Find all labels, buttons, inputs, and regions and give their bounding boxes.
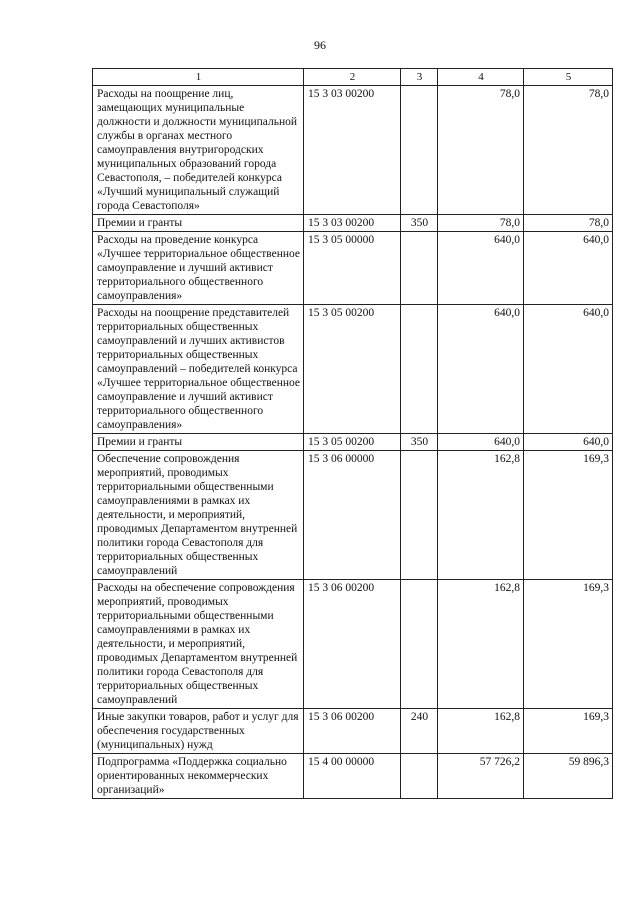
row-name-cell: Расходы на поощрение лиц, замещающих муниципальные должности и должности муниципальной службы в органах местного самоуправления внутригородских муниципальных образований города Севастополя, – победителей конкурса «Лучший муниципальный служащий города Севастополя» — [93, 86, 304, 215]
row-value-cell: 640,0 — [438, 434, 524, 451]
row-type-cell: 350 — [401, 434, 438, 451]
row-value-cell: 162,8 — [438, 709, 524, 754]
row-value-cell: 78,0 — [438, 215, 524, 232]
row-value-cell: 640,0 — [438, 232, 524, 305]
table-row — [93, 86, 613, 215]
table-row — [93, 709, 613, 754]
column-header: 3 — [401, 69, 438, 86]
row-type-cell — [401, 580, 438, 709]
row-name-cell: Премии и гранты — [93, 215, 304, 232]
row-type-cell — [401, 86, 438, 215]
row-value-cell: 169,3 — [524, 709, 613, 754]
table-row — [93, 754, 613, 799]
row-value-cell: 640,0 — [438, 305, 524, 434]
row-code-cell: 15 3 03 00200 — [304, 215, 401, 232]
row-value-cell: 162,8 — [438, 451, 524, 580]
budget-table — [92, 68, 613, 799]
row-value-cell: 78,0 — [438, 86, 524, 215]
row-value-cell: 78,0 — [524, 215, 613, 232]
table-row — [93, 232, 613, 305]
row-value-cell: 640,0 — [524, 232, 613, 305]
table-row — [93, 434, 613, 451]
row-name-cell: Иные закупки товаров, работ и услуг для обеспечения государственных (муниципальных) нужд — [93, 709, 304, 754]
column-header: 1 — [93, 69, 304, 86]
row-value-cell: 640,0 — [524, 305, 613, 434]
column-header: 5 — [524, 69, 613, 86]
row-type-cell — [401, 451, 438, 580]
row-value-cell: 169,3 — [524, 580, 613, 709]
row-code-cell: 15 4 00 00000 — [304, 754, 401, 799]
row-value-cell: 162,8 — [438, 580, 524, 709]
row-code-cell: 15 3 05 00200 — [304, 434, 401, 451]
page-number: 96 — [314, 38, 326, 52]
row-name-cell: Обеспечение сопровождения мероприятий, проводимых территориальными общественными самоуправлениями в рамках их деятельности, и мероприятий, проводимых Департаментом внутренней политики города Севастополя для территориальных общественных самоуправлений — [93, 451, 304, 580]
row-type-cell: 240 — [401, 709, 438, 754]
row-name-cell: Расходы на поощрение представителей территориальных общественных самоуправлений и лучших активистов территориальных общественных самоуправлений – победителей конкурса «Лучшее территориальное общественное самоуправление и лучший активист территориального общественного самоуправления» — [93, 305, 304, 434]
table-row — [93, 215, 613, 232]
row-code-cell: 15 3 05 00200 — [304, 305, 401, 434]
row-value-cell: 78,0 — [524, 86, 613, 215]
row-value-cell: 59 896,3 — [524, 754, 613, 799]
row-type-cell: 350 — [401, 215, 438, 232]
row-code-cell: 15 3 05 00000 — [304, 232, 401, 305]
row-value-cell: 640,0 — [524, 434, 613, 451]
header-row — [93, 69, 613, 86]
row-value-cell: 169,3 — [524, 451, 613, 580]
row-code-cell: 15 3 06 00200 — [304, 580, 401, 709]
table-row — [93, 580, 613, 709]
table-row — [93, 451, 613, 580]
row-code-cell: 15 3 06 00200 — [304, 709, 401, 754]
row-name-cell: Премии и гранты — [93, 434, 304, 451]
row-code-cell: 15 3 03 00200 — [304, 86, 401, 215]
table-row — [93, 305, 613, 434]
row-type-cell — [401, 754, 438, 799]
column-header: 2 — [304, 69, 401, 86]
row-name-cell: Расходы на проведение конкурса «Лучшее территориальное общественное самоуправление и лучший активист территориального общественного самоуправления» — [93, 232, 304, 305]
row-code-cell: 15 3 06 00000 — [304, 451, 401, 580]
row-value-cell: 57 726,2 — [438, 754, 524, 799]
column-header: 4 — [438, 69, 524, 86]
row-type-cell — [401, 232, 438, 305]
row-name-cell: Подпрограмма «Поддержка социально ориентированных некоммерческих организаций» — [93, 754, 304, 799]
row-type-cell — [401, 305, 438, 434]
row-name-cell: Расходы на обеспечение сопровождения мероприятий, проводимых территориальными общественными самоуправлениями в рамках их деятельности, и мероприятий, проводимых Департаментом внутренней политики города Севастополя для территориальных общественных самоуправлений — [93, 580, 304, 709]
